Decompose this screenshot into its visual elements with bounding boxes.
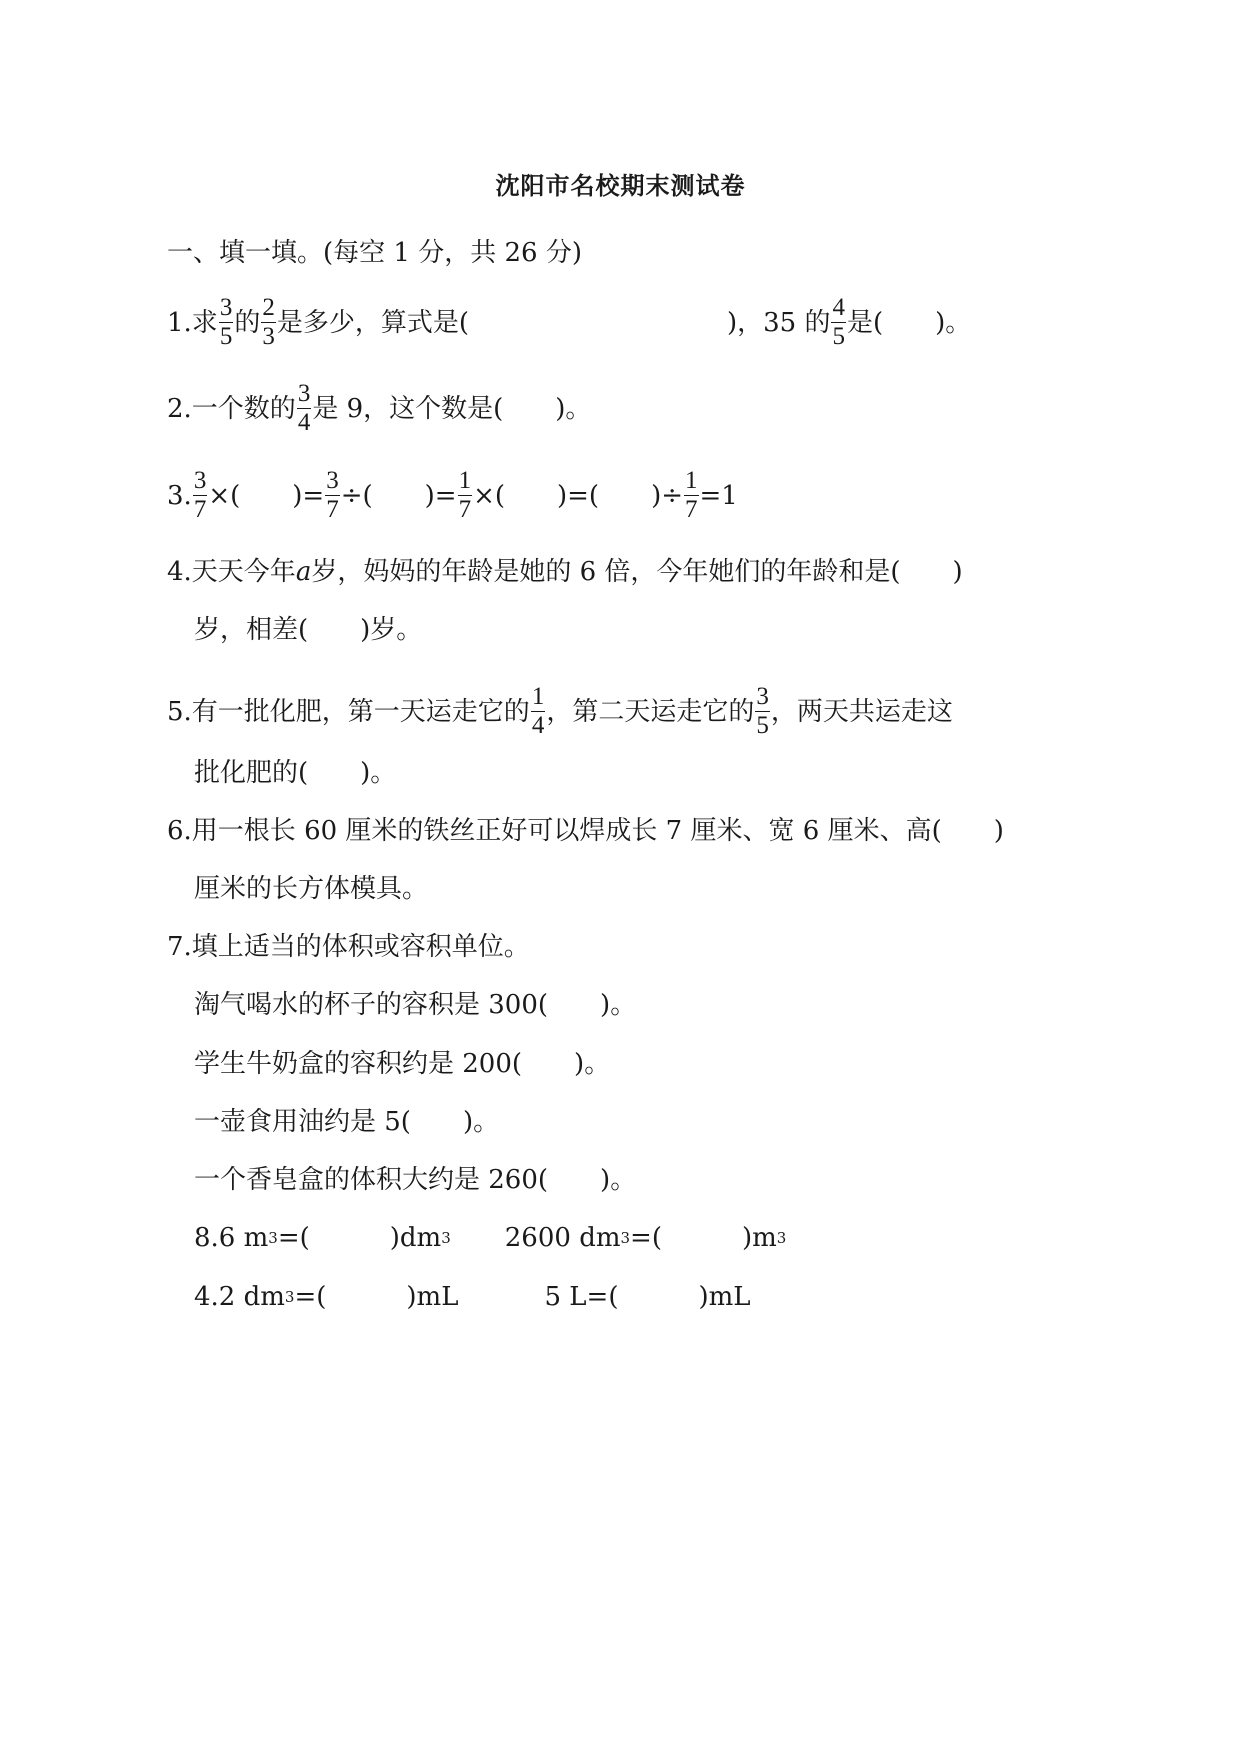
q8-r2-a: 4.2 dm <box>194 1282 285 1312</box>
q8-r2-b: =( <box>294 1282 327 1312</box>
fraction-denominator: 5 <box>832 323 845 350</box>
fraction <box>193 467 208 524</box>
section-heading-text: 一、填一填。(每空 1 分，共 26 分) <box>167 238 582 268</box>
fraction-numerator: 4 <box>832 294 845 321</box>
q5-text-b: ，第二天运走它的 <box>546 696 755 727</box>
fraction-denominator: 7 <box>458 496 472 523</box>
fraction-numerator: 1 <box>685 467 698 494</box>
question-6-cont <box>194 873 428 905</box>
question-2 <box>167 380 591 437</box>
q1-text-e: 是( <box>846 307 884 338</box>
q7-item <box>194 989 636 1021</box>
fraction-denominator: 5 <box>756 712 769 739</box>
q7-item-text: 一个香皂盒的体积大约是 260( <box>194 1165 549 1195</box>
fraction-denominator: 7 <box>685 496 698 523</box>
q4-text-e: )岁。 <box>360 615 423 645</box>
q4-text-a: 4.天天今年 <box>167 557 296 587</box>
page-title: 沈阳市名校期末测试卷 <box>495 172 746 200</box>
q1-text-f: )。 <box>935 307 972 338</box>
q7-item-end: )。 <box>574 1049 611 1079</box>
q1-text-c: 是多少，算式是( <box>276 307 469 338</box>
question-5-cont <box>194 757 396 789</box>
fraction-numerator: 3 <box>219 294 233 321</box>
q1-text-d: )，35 的 <box>726 307 831 338</box>
fraction <box>831 294 846 351</box>
fraction <box>261 294 276 351</box>
question-7 <box>167 931 530 963</box>
q1-text-b: 的 <box>234 307 261 338</box>
fraction-numerator: 1 <box>458 467 472 494</box>
question-8-row-2: 4.2 dm 3 =( )mL 5 L=( )mL <box>194 1282 751 1312</box>
q3-text-h: )÷ <box>651 480 684 511</box>
fraction-denominator: 7 <box>326 496 339 523</box>
q8-r2-c: )mL <box>406 1282 459 1312</box>
fraction <box>684 467 699 524</box>
q3-text-e: )= <box>424 480 457 511</box>
question-6 <box>167 815 1004 847</box>
q7-item-end: )。 <box>462 1107 500 1137</box>
q6-text-c: 厘米的长方体模具。 <box>194 874 429 904</box>
fraction-denominator: 7 <box>193 496 207 523</box>
q7-heading: 7.填上适当的体积或容积单位。 <box>167 932 530 962</box>
q6-text-a: 6.用一根长 60 厘米的铁丝正好可以焊成长 7 厘米、宽 6 厘米、高( <box>167 816 942 846</box>
fraction-numerator: 1 <box>531 683 545 710</box>
q4-variable: a <box>295 557 312 587</box>
fraction-numerator: 3 <box>193 467 207 494</box>
fraction <box>755 683 770 740</box>
q4-text-c: ) <box>952 557 963 587</box>
fraction-denominator: 3 <box>262 323 275 350</box>
section-heading <box>167 237 582 269</box>
question-3 <box>167 467 738 524</box>
q3-text-i: =1 <box>699 480 738 511</box>
fraction-denominator: 4 <box>531 712 545 739</box>
q8-r1-b: =( <box>277 1223 310 1253</box>
q1-text-a: 1.求 <box>167 307 218 338</box>
q6-text-b: ) <box>993 816 1004 846</box>
q3-text-c: )= <box>292 480 325 511</box>
q3-text-d: ÷( <box>340 480 373 511</box>
q5-text-e: )。 <box>360 758 397 788</box>
q7-item-end: )。 <box>600 990 637 1020</box>
fraction-numerator: 3 <box>297 380 311 407</box>
fraction <box>531 683 546 740</box>
q7-item <box>194 1106 499 1138</box>
q5-text-a: 5.有一批化肥，第一天运走它的 <box>167 696 530 727</box>
fraction <box>297 380 312 437</box>
q5-text-c: ，两天共运走这 <box>770 696 953 727</box>
q3-text-g: )=( <box>557 480 600 511</box>
fraction-denominator: 5 <box>219 323 233 350</box>
q8-r1-c: )dm <box>389 1223 442 1253</box>
q3-text-f: ×( <box>473 480 505 511</box>
q4-text-b: 岁，妈妈的年龄是她的 6 倍，今年她们的年龄和是( <box>311 557 901 587</box>
q2-text-a: 2.一个数的 <box>167 393 296 424</box>
q7-item-text: 一壶食用油约是 5( <box>194 1107 411 1137</box>
q7-item <box>194 1048 610 1080</box>
q8-r2-d: 5 L=( <box>544 1282 619 1312</box>
q4-text-d: 岁，相差( <box>194 615 309 645</box>
q7-item-text: 学生牛奶盒的容积约是 200( <box>194 1049 523 1079</box>
q5-text-d: 批化肥的( <box>194 758 309 788</box>
q2-text-b: 是 9，这个数是( <box>312 393 504 424</box>
q3-text-b: ×( <box>208 480 241 511</box>
question-1 <box>167 294 971 351</box>
q8-r2-e: )mL <box>698 1282 751 1312</box>
q7-item <box>194 1164 636 1196</box>
fraction-numerator: 3 <box>326 467 339 494</box>
q7-item-text: 淘气喝水的杯子的容积是 300( <box>194 990 549 1020</box>
fraction <box>219 294 234 351</box>
fraction <box>458 467 473 524</box>
q7-item-end: )。 <box>600 1165 637 1195</box>
fraction-numerator: 3 <box>756 683 769 710</box>
question-5 <box>167 683 953 740</box>
q8-r1-e: =( <box>630 1223 662 1253</box>
question-4-cont <box>194 614 422 646</box>
fraction <box>325 467 340 524</box>
fraction-denominator: 4 <box>297 409 311 436</box>
q8-r1-a: 8.6 m <box>194 1223 269 1253</box>
question-4 <box>167 556 963 588</box>
q2-text-c: )。 <box>555 393 592 424</box>
question-8-row-1: 8.6 m 3 =( )dm 3 2600 dm 3 =( )m 3 <box>194 1223 787 1253</box>
q8-r1-d: 2600 dm <box>504 1223 621 1253</box>
q3-text-a: 3. <box>167 480 192 511</box>
fraction-numerator: 2 <box>262 294 275 321</box>
q8-r1-f: )m <box>741 1223 777 1253</box>
